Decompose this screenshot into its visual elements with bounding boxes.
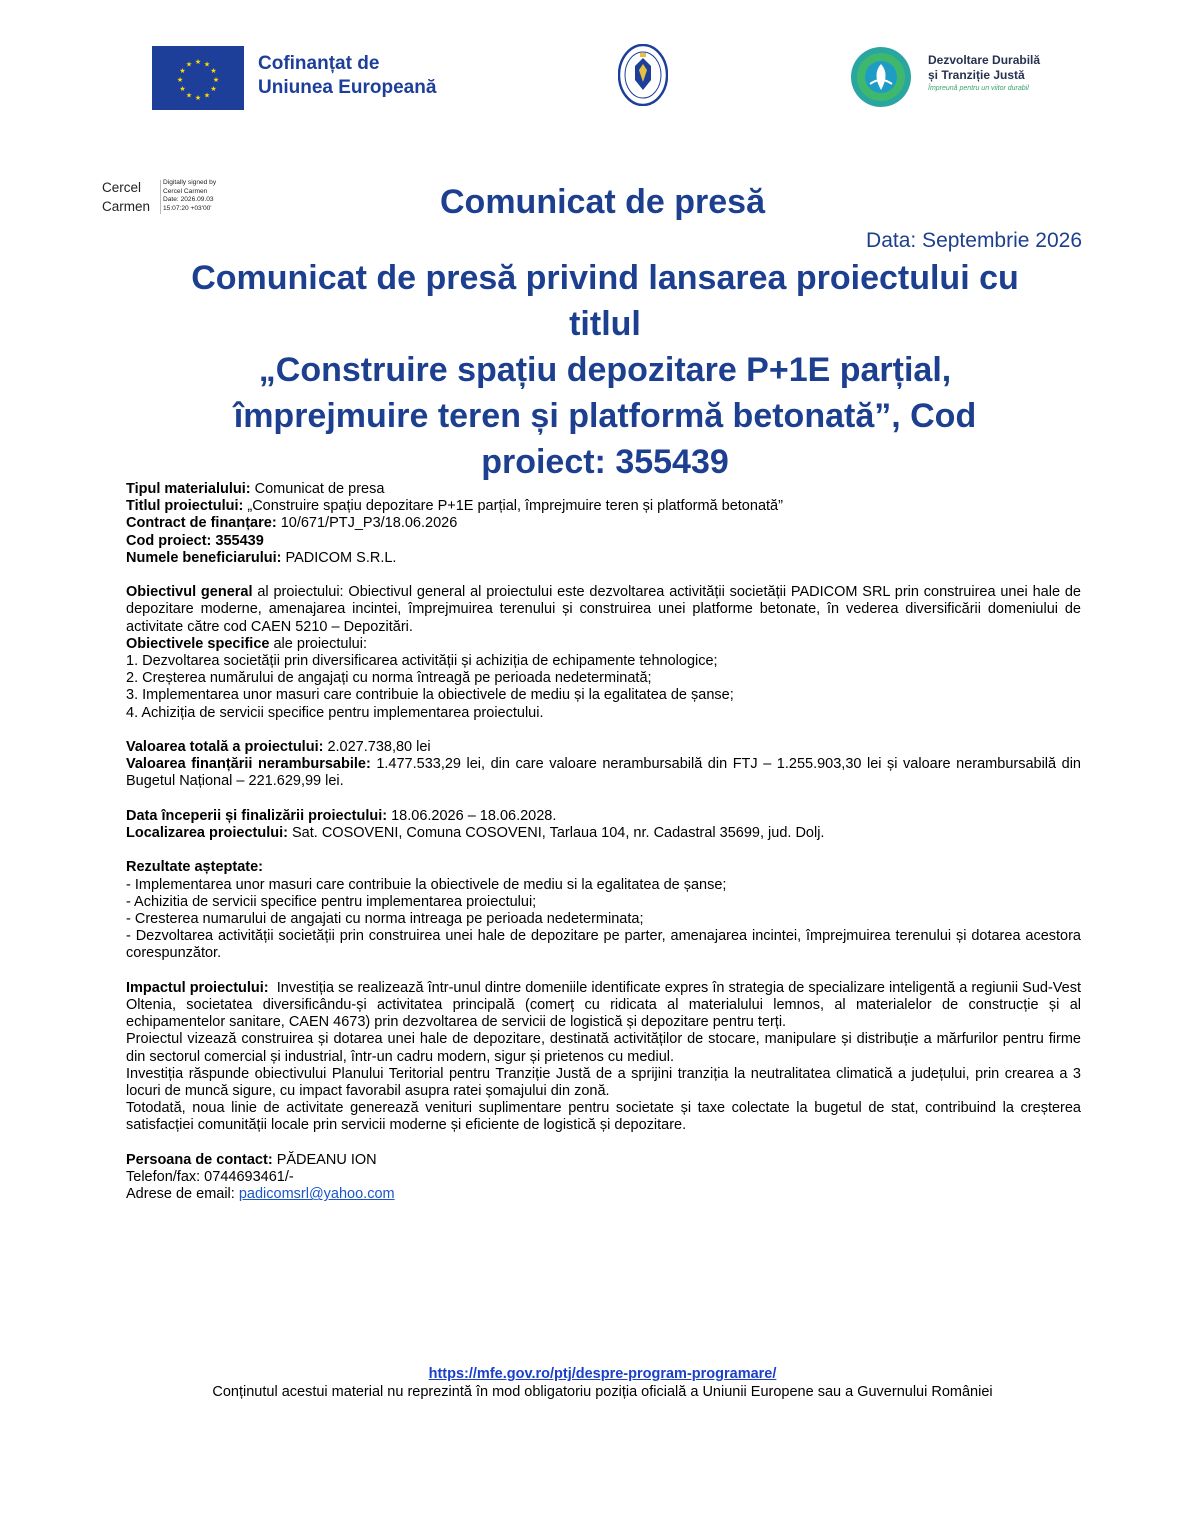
signature-name-line2: Carmen	[102, 199, 151, 214]
general-objective	[126, 584, 1081, 636]
list-item: - Achizitia de servicii specifice pentru implementarea proiectului;	[126, 893, 537, 910]
release-date: Data: Septembrie 2026	[866, 229, 1082, 252]
field-value: PADICOM S.R.L.	[281, 549, 397, 566]
subtitle-line: „Construire spațiu depozitare P+1E parțial,	[258, 351, 952, 389]
field-label: Cod proiect:	[126, 532, 212, 549]
footer-link-container	[0, 1365, 1187, 1383]
impact-paragraph	[126, 979, 1086, 1032]
beneficiary	[126, 550, 1081, 567]
field-value: Sat. COSOVENI, Comuna COSOVENI, Tarlaua 104, nr. Cadastral 35699, jud. Dolj.	[287, 825, 825, 842]
list-item: 3. Implementarea unor masuri care contribuie la obiectivele de mediu și la egalitatea de șanse;	[126, 687, 734, 704]
svg-text:★: ★	[185, 91, 193, 100]
total-value	[126, 739, 1081, 756]
list-item: - Implementarea unor masuri care contribuie la obiectivele de mediu si la egalitatea de șanse;	[126, 876, 727, 893]
press-release-body	[126, 481, 1086, 1203]
subtitle-line: împrejmuire teren și platformă betonată”, Cod	[233, 397, 977, 435]
project-title	[126, 498, 1081, 515]
eu-text-line1: Cofinanțat de	[258, 53, 380, 74]
list-item: 2. Creșterea numărului de angajați cu norma întreagă pe perioada nedeterminată;	[126, 670, 652, 687]
eu-text-line2: Uniunea Europeană	[258, 77, 437, 98]
program-tagline: Împreună pentru un viitor durabil	[928, 85, 1029, 92]
material-type	[126, 481, 1081, 498]
field-label: Numele beneficiarului:	[126, 549, 282, 566]
svg-text:★: ★	[194, 58, 202, 66]
contact-phone: Telefon/fax: 0744693461/-	[126, 1169, 294, 1186]
field-value: „Construire spațiu depozitare P+1E parțial, împrejmuire teren și platformă betonată”	[243, 498, 783, 515]
list-item: - Dezvoltarea activității societății prin construirea unei hale de depozitare pe parter, amenajarea incintei, împrejmuirea terenului și dotarea acestora corespunzător.	[126, 928, 1081, 962]
svg-text:★: ★	[212, 76, 220, 84]
government-seal-icon	[618, 44, 668, 106]
section-label: Obiectivele specifice	[126, 635, 270, 652]
field-label: Persoana de contact:	[126, 1151, 273, 1168]
subtitle-line: proiect: 355439	[481, 443, 729, 481]
impact-paragraph: Totodată, noua linie de activitate generează venituri suplimentare pentru societate și taxe colectate la bugetul de stat, contribuind la creșterea satisfacției comunității locale prin servicii moderne și eficiente de logistică și depozitare.	[126, 1100, 1081, 1134]
specific-objectives-heading	[126, 636, 1081, 653]
expected-results-heading	[126, 859, 1081, 876]
field-value: Comunicat de presa	[250, 481, 385, 497]
program-name	[928, 53, 1040, 94]
press-release-subtitle	[115, 255, 1095, 485]
program-name-line2: și Tranziție Justă	[928, 68, 1025, 82]
field-label: Contract de finanțare:	[126, 515, 277, 532]
footer-disclaimer: Conținutul acestui material nu reprezintă în mod obligatoriu poziția oficială a Uniunii Europene sau a Guvernului României	[212, 1384, 993, 1400]
signature-detail-line: Digitally signed by	[163, 179, 217, 186]
section-text: Investiția se realizează într-unul dintre domeniile identificate expres în strategia de specializare inteligentă a regiunii Sud-Vest Oltenia, societatea diversificându-și activitatea principală (comerț cu ridicata al materialului lemnos, al materialelor de construcție și al echipamentelor sanitare, CAEN 4673) prin dezvoltarea de servicii de logistică și depozitare pentru terți.	[126, 979, 1086, 1031]
eu-flag-icon	[152, 46, 244, 110]
field-label: Valoarea finanțării nerambursabile:	[126, 756, 371, 773]
signature-detail-line: Date: 2026.09.03	[163, 196, 214, 204]
svg-text:★: ★	[203, 91, 211, 100]
email-link[interactable]: padicomsrl@yahoo.com	[238, 1186, 395, 1203]
subtitle-line: Comunicat de presă privind lansarea proiectului cu	[191, 259, 1019, 297]
svg-text:★: ★	[185, 60, 193, 69]
page-title: Comunicat de presă	[440, 183, 765, 221]
field-label: Localizarea proiectului:	[126, 825, 288, 842]
signature-name-line1: Cercel	[102, 180, 142, 195]
field-label: Titlul proiectului:	[126, 498, 244, 515]
impact-paragraph: Proiectul vizează construirea și dotarea unei hale de depozitare, destinată activităților de stocare, manipulare și distribuție a mărfurilor pentru firme din sectorul comercial și industrial, într-un cadru modern, sigur și prietenos cu mediul.	[126, 1031, 1081, 1065]
section-text: ale proiectului:	[269, 635, 367, 652]
section-text: al proiectului: Obiectivul general al proiectului este dezvoltarea activității societății PADICOM SRL prin construirea unei hale de depozitare moderne, amenajarea incintei, împrejmuirea terenului și construirea unei platforme betonate, în vederea diversificării domeniului de activitate către cod CAEN 5210 – Depozitări.	[126, 584, 1081, 635]
field-value: 355439	[211, 532, 264, 549]
list-item: 4. Achiziția de servicii specifice pentru implementarea proiectului.	[126, 704, 544, 721]
field-value: 2.027.738,80 lei	[323, 739, 431, 756]
field-value: 10/671/PTJ_P3/18.06.2026	[276, 515, 458, 532]
field-value: 1.477.533,29 lei, din care valoare nerambursabilă din FTJ – 1.255.903,30 lei și valoare nerambursabilă din Bugetul Național – 221.629,99 lei.	[126, 756, 1081, 790]
project-dates	[126, 808, 1081, 825]
signature-detail-line: Cercel Carmen	[163, 187, 208, 195]
field-label: Adrese de email:	[126, 1186, 239, 1203]
svg-text:★: ★	[210, 67, 217, 75]
section-label: Impactul proiectului:	[126, 979, 269, 996]
contact-email	[126, 1186, 1081, 1203]
svg-text:★: ★	[194, 94, 202, 102]
svg-text:★: ★	[179, 85, 186, 93]
subtitle-line: titlul	[569, 305, 641, 343]
impact-paragraph: Investiția răspunde obiectivului Planului Teritorial pentru Tranziție Justă de a sprijini tranziția la neutralitatea climatică a județului, prin crearea a 3 locuri de muncă sigure, cu impact favorabil asupra ratei șomajului din zonă.	[126, 1065, 1081, 1100]
list-item: - Cresterea numarului de angajati cu norma intreaga pe perioada nedeterminata;	[126, 911, 644, 928]
contact-person	[126, 1152, 1081, 1169]
field-label: Valoarea totală a proiectului:	[126, 739, 324, 756]
eu-cofinancing-label	[258, 52, 436, 100]
section-label: Rezultate așteptate:	[126, 859, 263, 876]
program-website-link[interactable]: https://mfe.gov.ro/ptj/despre-program-programare/	[428, 1366, 777, 1382]
grant-value	[126, 756, 1081, 790]
svg-text:★: ★	[203, 60, 211, 69]
program-name-line1: Dezvoltare Durabilă	[928, 53, 1041, 67]
svg-text:★: ★	[176, 76, 184, 84]
list-item: 1. Dezvoltarea societății prin diversificarea activității și achiziția de echipamente tehnologice;	[126, 653, 718, 670]
svg-text:★: ★	[179, 67, 186, 75]
svg-text:★: ★	[210, 85, 217, 93]
field-value: 18.06.2026 – 18.06.2028.	[387, 807, 557, 824]
field-value: PĂDEANU ION	[272, 1151, 377, 1168]
signature-detail-line: 15:07:20 +03'00'	[163, 205, 212, 213]
field-label: Data începerii și finalizării proiectului:	[126, 807, 388, 824]
financing-contract	[126, 515, 1081, 532]
field-label: Tipul materialului:	[126, 481, 251, 497]
project-code	[126, 533, 1081, 550]
sustainable-development-logo-icon	[850, 46, 912, 108]
section-label: Obiectivul general	[126, 584, 253, 601]
project-location	[126, 825, 1081, 842]
